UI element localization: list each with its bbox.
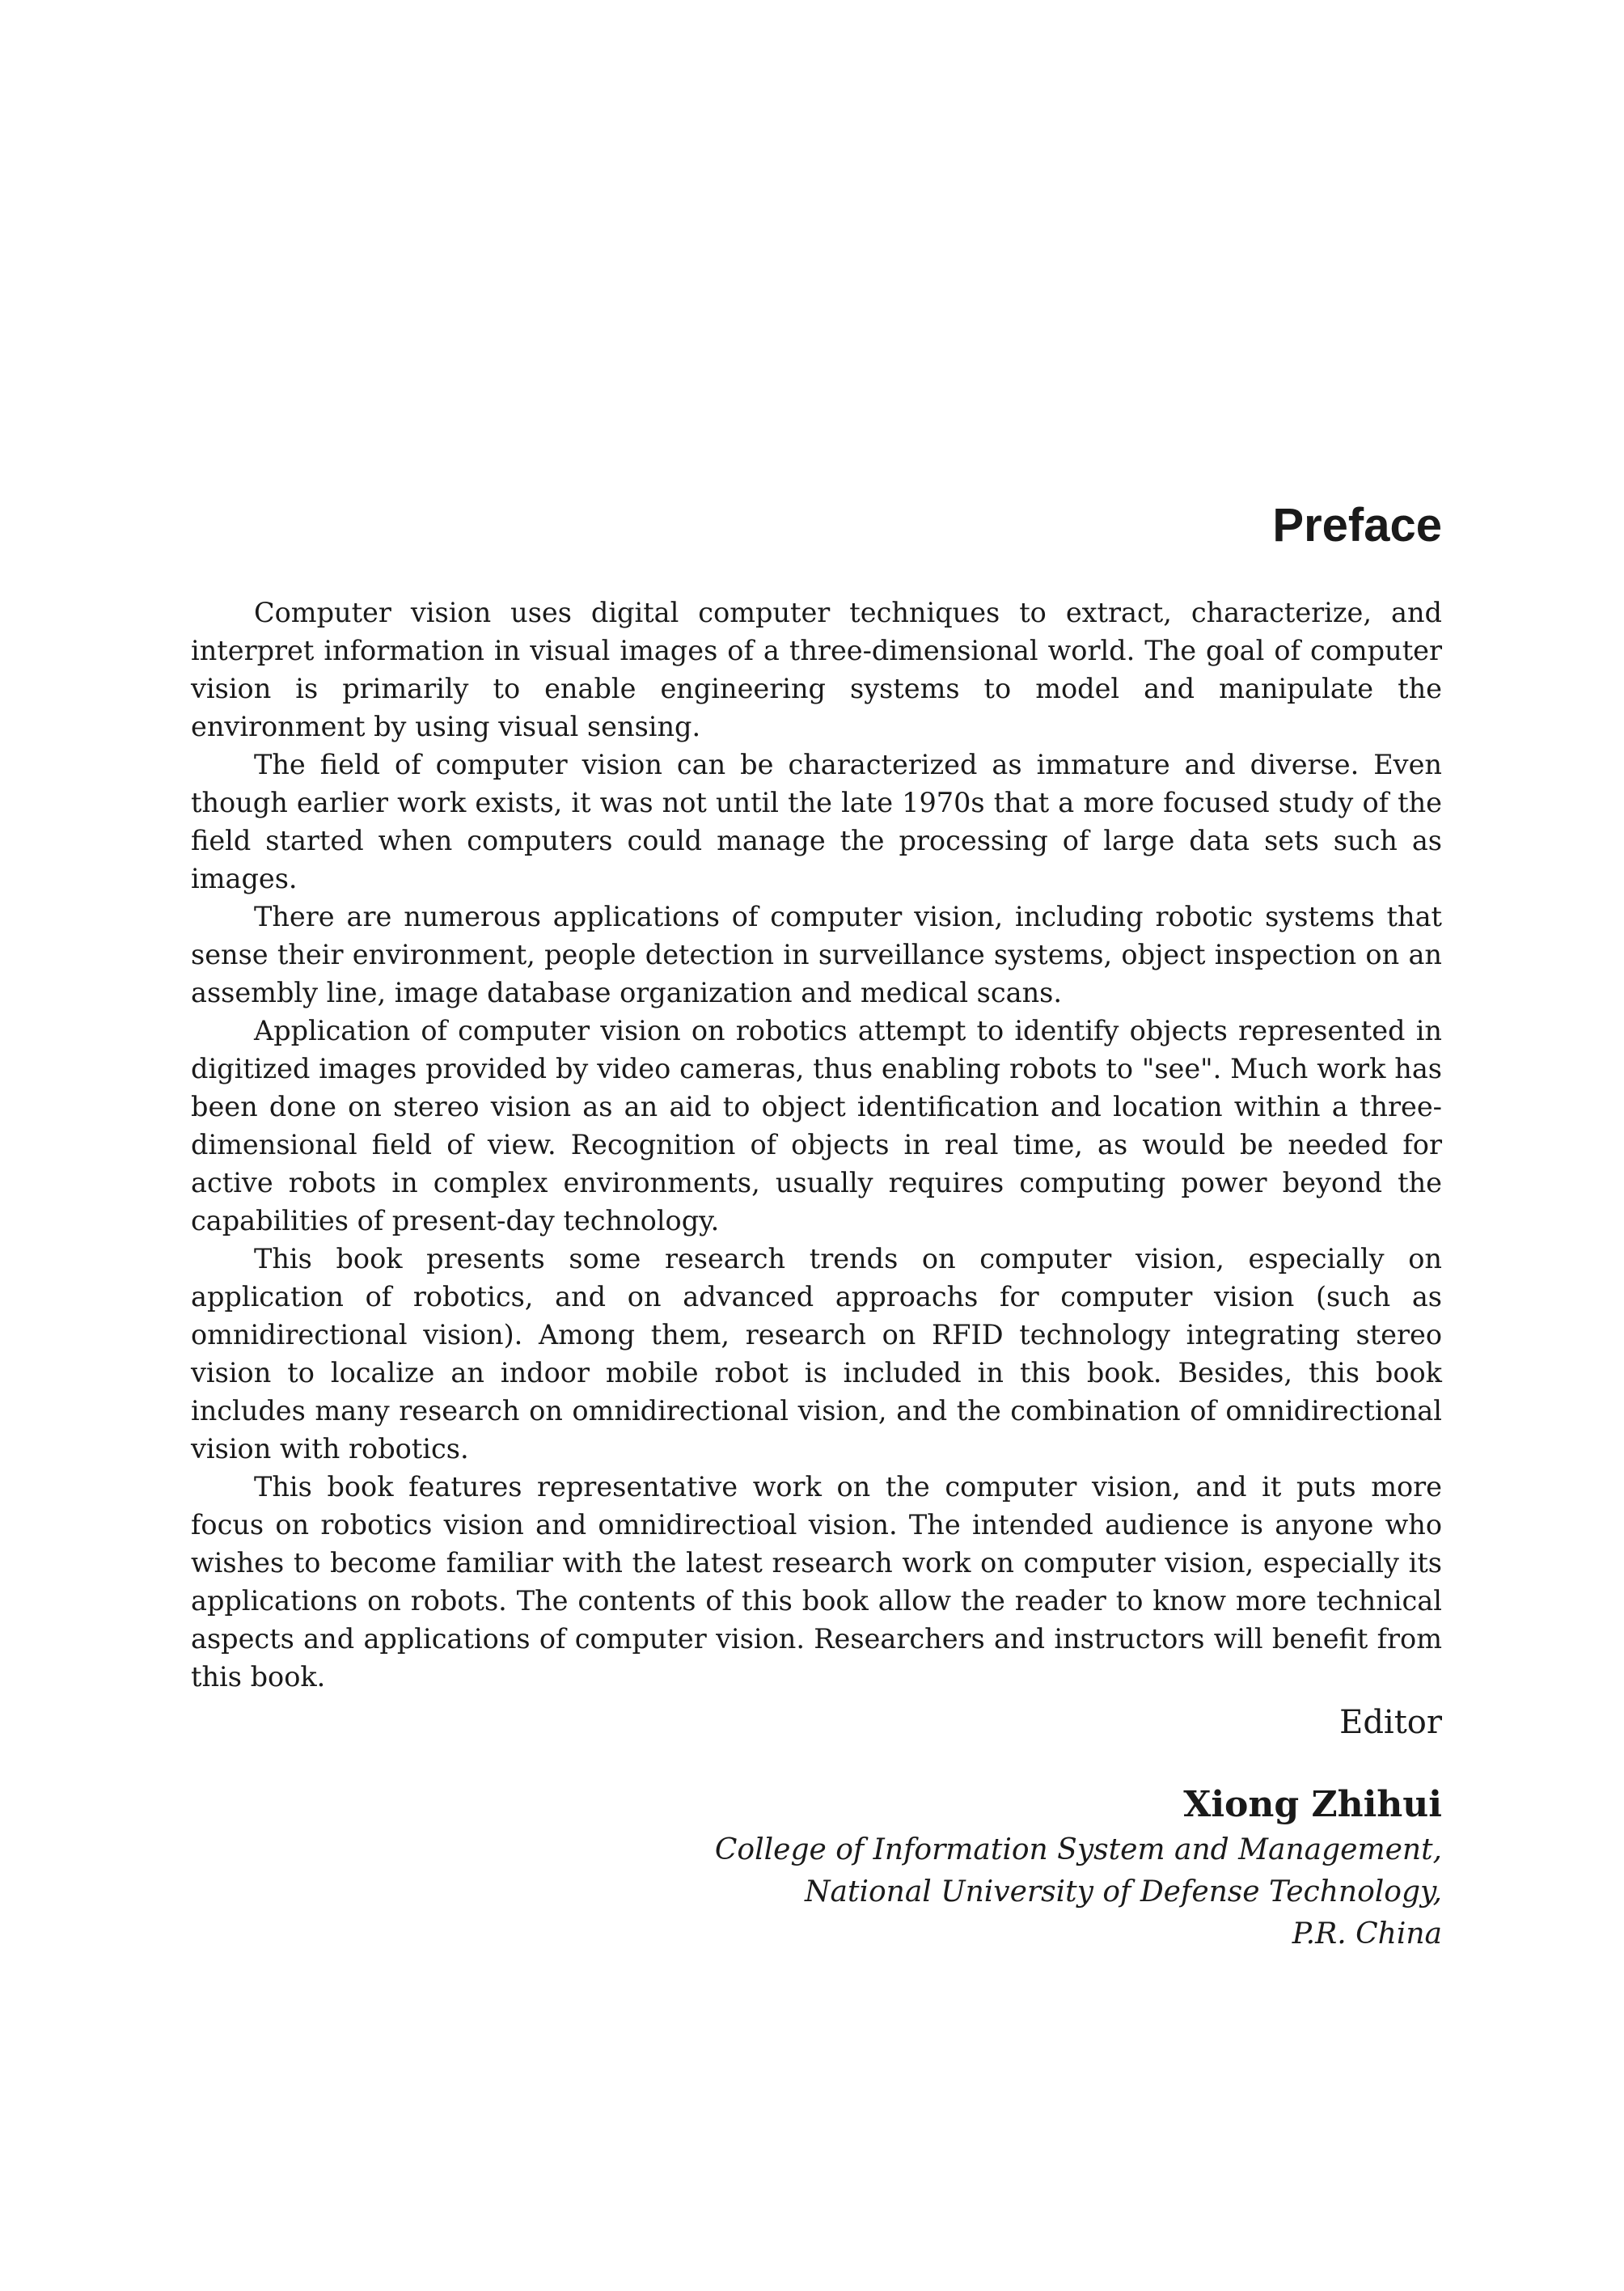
- affiliation-line: College of Information System and Management,: [714, 1833, 1442, 1866]
- paragraph: This book presents some research trends on computer vision, especially on application of robotics, and on advanced approachs for computer vision (such as omnidirectional vision). Among them, research on RFID technology integrating stereo vision to localize an indoor mobile robot is included in this book. Besides, this book includes many research on omnidirectional vision, and the combination of omnidirectional vision with robotics.: [191, 1243, 1442, 1465]
- affiliation-line: National University of Defense Technology,: [805, 1875, 1442, 1908]
- paragraph: Computer vision uses digital computer techniques to extract, characterize, and interpret information in visual images of a three-dimensional world. The goal of computer vision is primarily to enable engineering systems to model and manipulate the environment by using visual sensing.: [191, 597, 1442, 742]
- preface-body: [191, 594, 1442, 1696]
- editor-name: Xiong Zhihui: [1183, 1784, 1442, 1825]
- paragraph: Application of computer vision on robotics attempt to identify objects represented in digitized images provided by video cameras, thus enabling robots to "see". Much work has been done on stereo vision as an aid to object identification and location within a three-dimensional field of view. Recognition of objects in real time, as would be needed for active robots in complex environments, usually requires computing power beyond the capabilities of present-day technology.: [191, 1015, 1442, 1236]
- affiliation-line: P.R. China: [1292, 1917, 1442, 1951]
- paragraph: The field of computer vision can be characterized as immature and diverse. Even though earlier work exists, it was not until the late 1970s that a more focused study of the field started when computers could manage the processing of large data sets such as images.: [191, 749, 1442, 894]
- editor-role: Editor: [1339, 1704, 1442, 1741]
- page-title: Preface: [1272, 499, 1442, 552]
- paragraph: There are numerous applications of computer vision, including robotic systems that sense their environment, people detection in surveillance systems, object inspection on an assembly line, image database organization and medical scans.: [191, 901, 1442, 1008]
- paragraph: This book features representative work on the computer vision, and it puts more focus on robotics vision and omnidirectioal vision. The intended audience is anyone who wishes to become familiar with the latest research work on computer vision, especially its applications on robots. The contents of this book allow the reader to know more technical aspects and applications of computer vision. Researchers and instructors will benefit from this book.: [191, 1471, 1442, 1693]
- signature-block: [191, 1700, 1442, 1955]
